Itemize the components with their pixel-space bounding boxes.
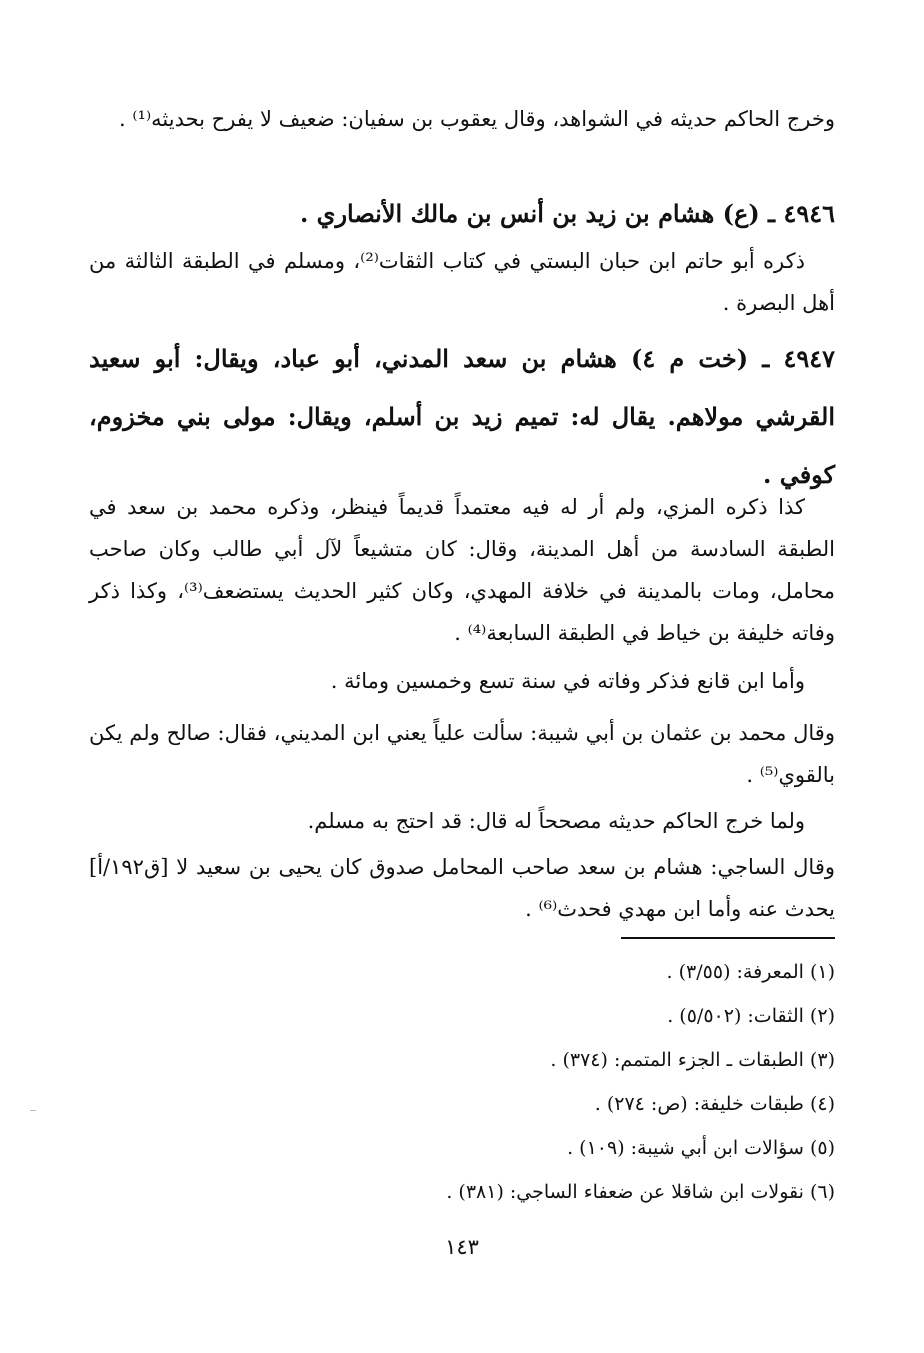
paragraph-hakim: ولما خرج الحاكم حديثه مصححاً له قال: قد احتج به مسلم. [307,809,805,833]
footnote-separator [621,937,835,939]
paragraph-ibn-hibban: ذكره أبو حاتم ابن حبان البستي في كتاب الثقات⁽²⁾، ومسلم في الطبقة الثالثة من أهل البصرة . [89,249,835,315]
footnote-1: (١) المعرفة: (٣/٥٥) . [666,961,835,983]
paragraph-ibn-qani: وأما ابن قانع فذكر وفاته في سنة تسع وخمسين ومائة . [330,669,805,693]
footnote-6: (٦) نقولات ابن شاقلا عن ضعفاء الساجي: (٣٨١) . [446,1181,835,1203]
page-number: ١٤٣ [445,1235,479,1259]
paragraph-continuation: وخرج الحاكم حديثه في الشواهد، وقال يعقوب بن سفيان: ضعيف لا يفرح بحديثه⁽¹⁾ . [119,107,835,131]
footnote-4: (٤) طبقات خليفة: (ص: ٢٧٤) . [594,1093,835,1115]
footnote-3: (٣) الطبقات ـ الجزء المتمم: (٣٧٤) . [550,1049,835,1071]
scan-edge-mark [30,1110,36,1111]
paragraph-ibn-abi-shayba: وقال محمد بن عثمان بن أبي شيبة: سألت علياً يعني ابن المديني، فقال: صالح ولم يكن بالقوي⁽⁵⁾ . [89,721,835,787]
footnote-2: (٢) الثقات: (٥/٥٠٢) . [667,1005,835,1027]
entry-heading-4947: ٤٩٤٧ ـ (خت م ٤) هشام بن سعد المدني، أبو عباد، ويقال: أبو سعيد القرشي مولاهم. يقال له: تميم زيد بن أسلم، ويقال: مولى بني مخزوم، كوفي . [89,344,835,489]
paragraph-mizzi: كذا ذكره المزي، ولم أر له فيه معتمداً قديماً فينظر، وذكره محمد بن سعد في الطبقة السادسة من أهل المدينة، وقال: كان متشيعاً لآل أبي طالب وكان صاحب محامل، ومات بالمدينة في خلافة المهدي، وكان كثير الحديث يستضعف⁽³⁾، وكذا ذكر وفاته خليفة بن خياط في الطبقة السابعة⁽⁴⁾ . [89,495,835,645]
entry-heading-4946: ٤٩٤٦ ـ (ع) هشام بن زيد بن أنس بن مالك الأنصاري . [299,199,835,228]
paragraph-saji: وقال الساجي: هشام بن سعد صاحب المحامل صدوق كان يحيى بن سعيد لا [ق١٩٢/أ] يحدث عنه وأما ابن مهدي فحدث⁽⁶⁾ . [89,855,835,921]
footnotes [89,950,835,1214]
footnote-5: (٥) سؤالات ابن أبي شيبة: (١٠٩) . [567,1137,835,1159]
